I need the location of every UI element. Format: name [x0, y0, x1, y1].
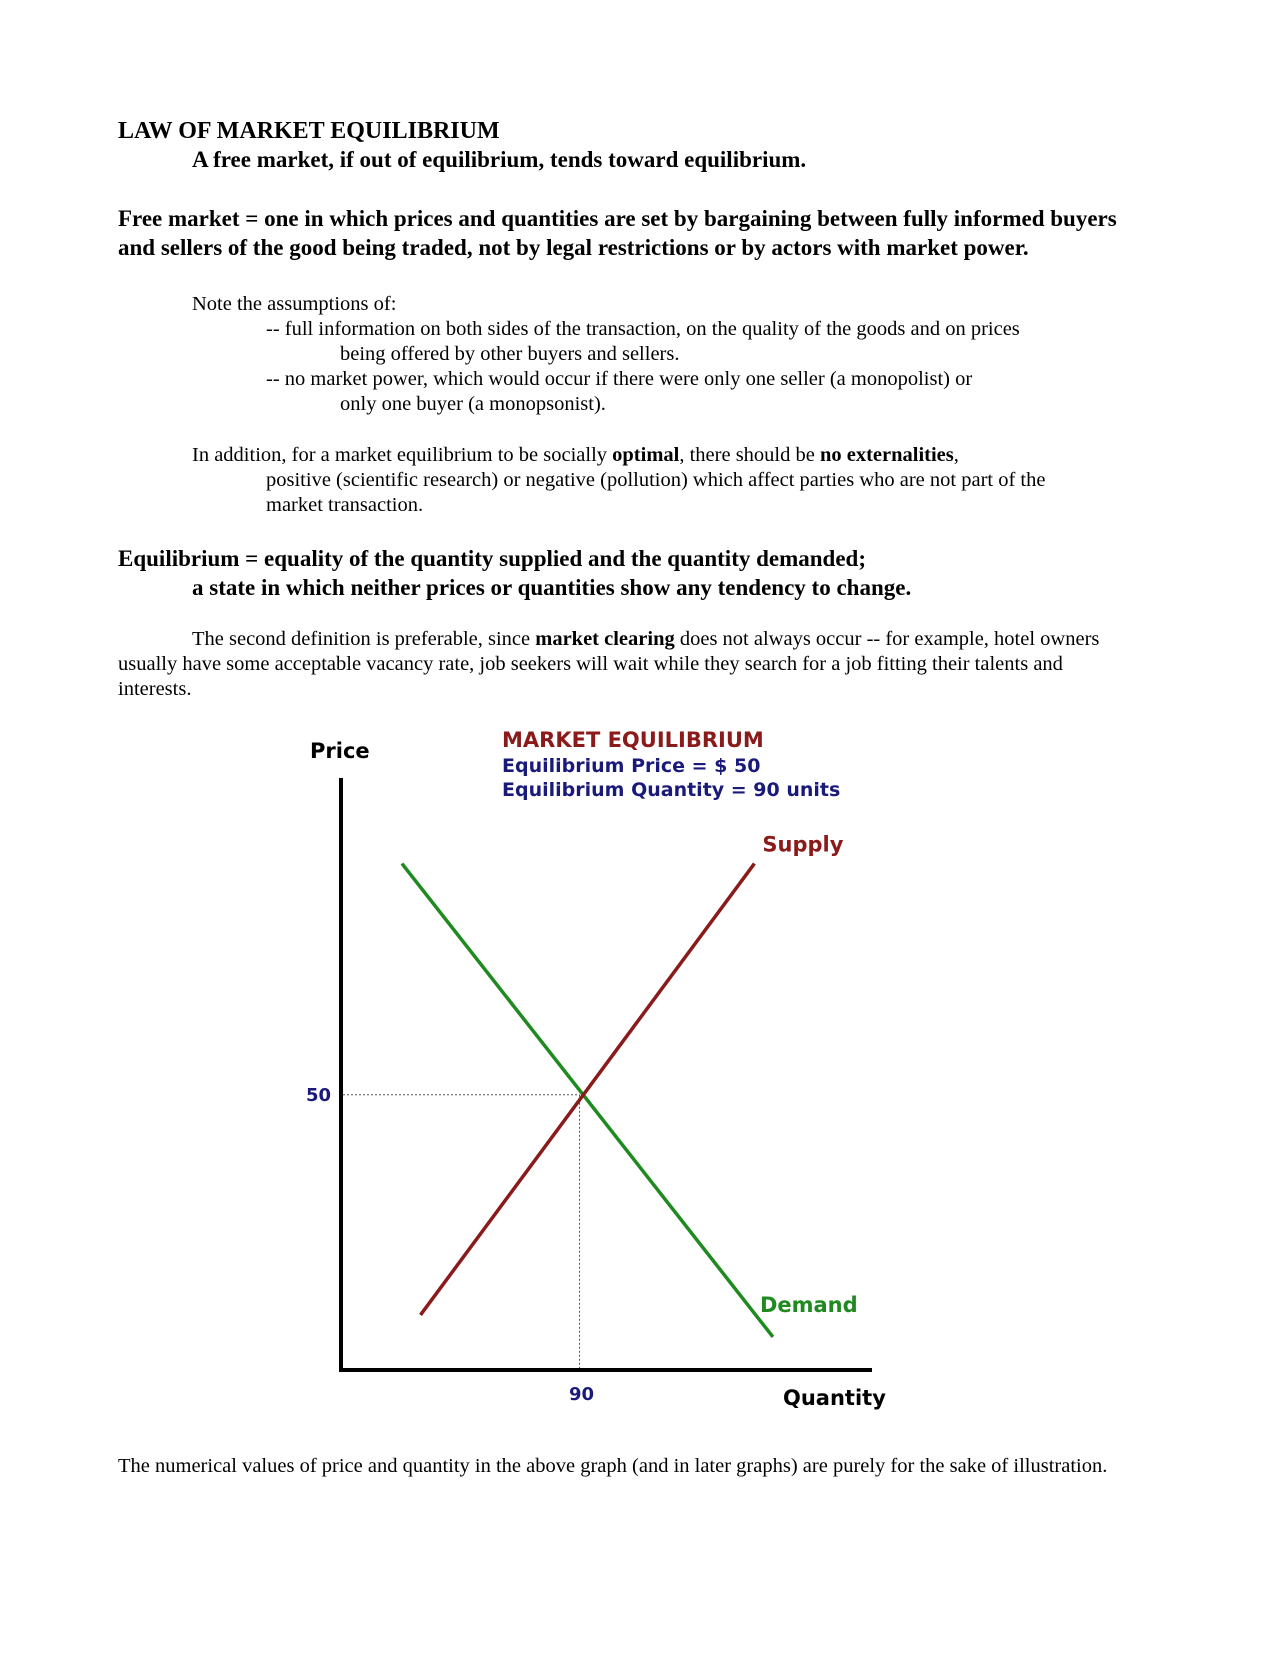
- page-subtitle: A free market, if out of equilibrium, tends toward equilibrium.: [192, 147, 807, 172]
- addition-text: , there should be: [679, 444, 820, 466]
- y-axis-label: Price: [310, 739, 370, 763]
- assumption-line: -- no market power, which would occur if there were only one seller (a monopolist) or: [266, 368, 973, 390]
- addition-text: In addition, for a market equilibrium to be socially: [192, 444, 613, 466]
- page-title: LAW OF MARKET EQUILIBRIUM: [118, 118, 500, 144]
- equilibrium-definition-line2: a state in which neither prices or quantities show any tendency to change.: [192, 575, 912, 600]
- footer-note: The numerical values of price and quantity in the above graph (and in later graphs) are purely for the sake of illustration.: [118, 1455, 1108, 1477]
- addition-bold-optimal: optimal: [612, 444, 680, 466]
- free-market-definition: Free market = one in which prices and quantities are set by bargaining between fully informed buyers and sellers of the good being traded, not by legal restrictions or by actors with market power.: [118, 206, 1117, 260]
- supply-label: Supply: [762, 832, 844, 857]
- equilibrium-definition-line1: Equilibrium = equality of the quantity supplied and the quantity demanded;: [118, 546, 867, 571]
- y-tick-label: 50: [305, 1084, 331, 1106]
- assumption-continuation: being offered by other buyers and sellers.: [340, 343, 680, 365]
- chart-subtitle-price: Equilibrium Price = $ 50: [502, 755, 761, 777]
- paragraph-bold-market-clearing: market clearing: [535, 628, 675, 650]
- paragraph-text: does not always occur -- for example, hotel owners usually have some acceptable vacancy rate, job seekers will wait while they search for a job fitting their talents and interests.: [118, 628, 1100, 700]
- addition-bold-externalities: no externalities: [819, 444, 954, 466]
- assumption-line: -- full information on both sides of the transaction, on the quality of the goods and on prices: [266, 318, 1020, 340]
- addition-continuation: positive (scientific research) or negative (pollution) which affect parties who are not part of the market transaction.: [266, 469, 1046, 516]
- assumption-continuation: only one buyer (a monopsonist).: [340, 393, 606, 415]
- addition-text: ,: [953, 444, 959, 466]
- x-axis-label: Quantity: [783, 1386, 886, 1410]
- paragraph-text: The second definition is preferable, since: [192, 628, 536, 650]
- chart-title: MARKET EQUILIBRIUM: [502, 728, 764, 752]
- note-heading: Note the assumptions of:: [192, 293, 397, 315]
- chart-subtitle-quantity: Equilibrium Quantity = 90 units: [502, 779, 841, 801]
- x-tick-label: 90: [568, 1384, 595, 1405]
- demand-label: Demand: [759, 1292, 858, 1317]
